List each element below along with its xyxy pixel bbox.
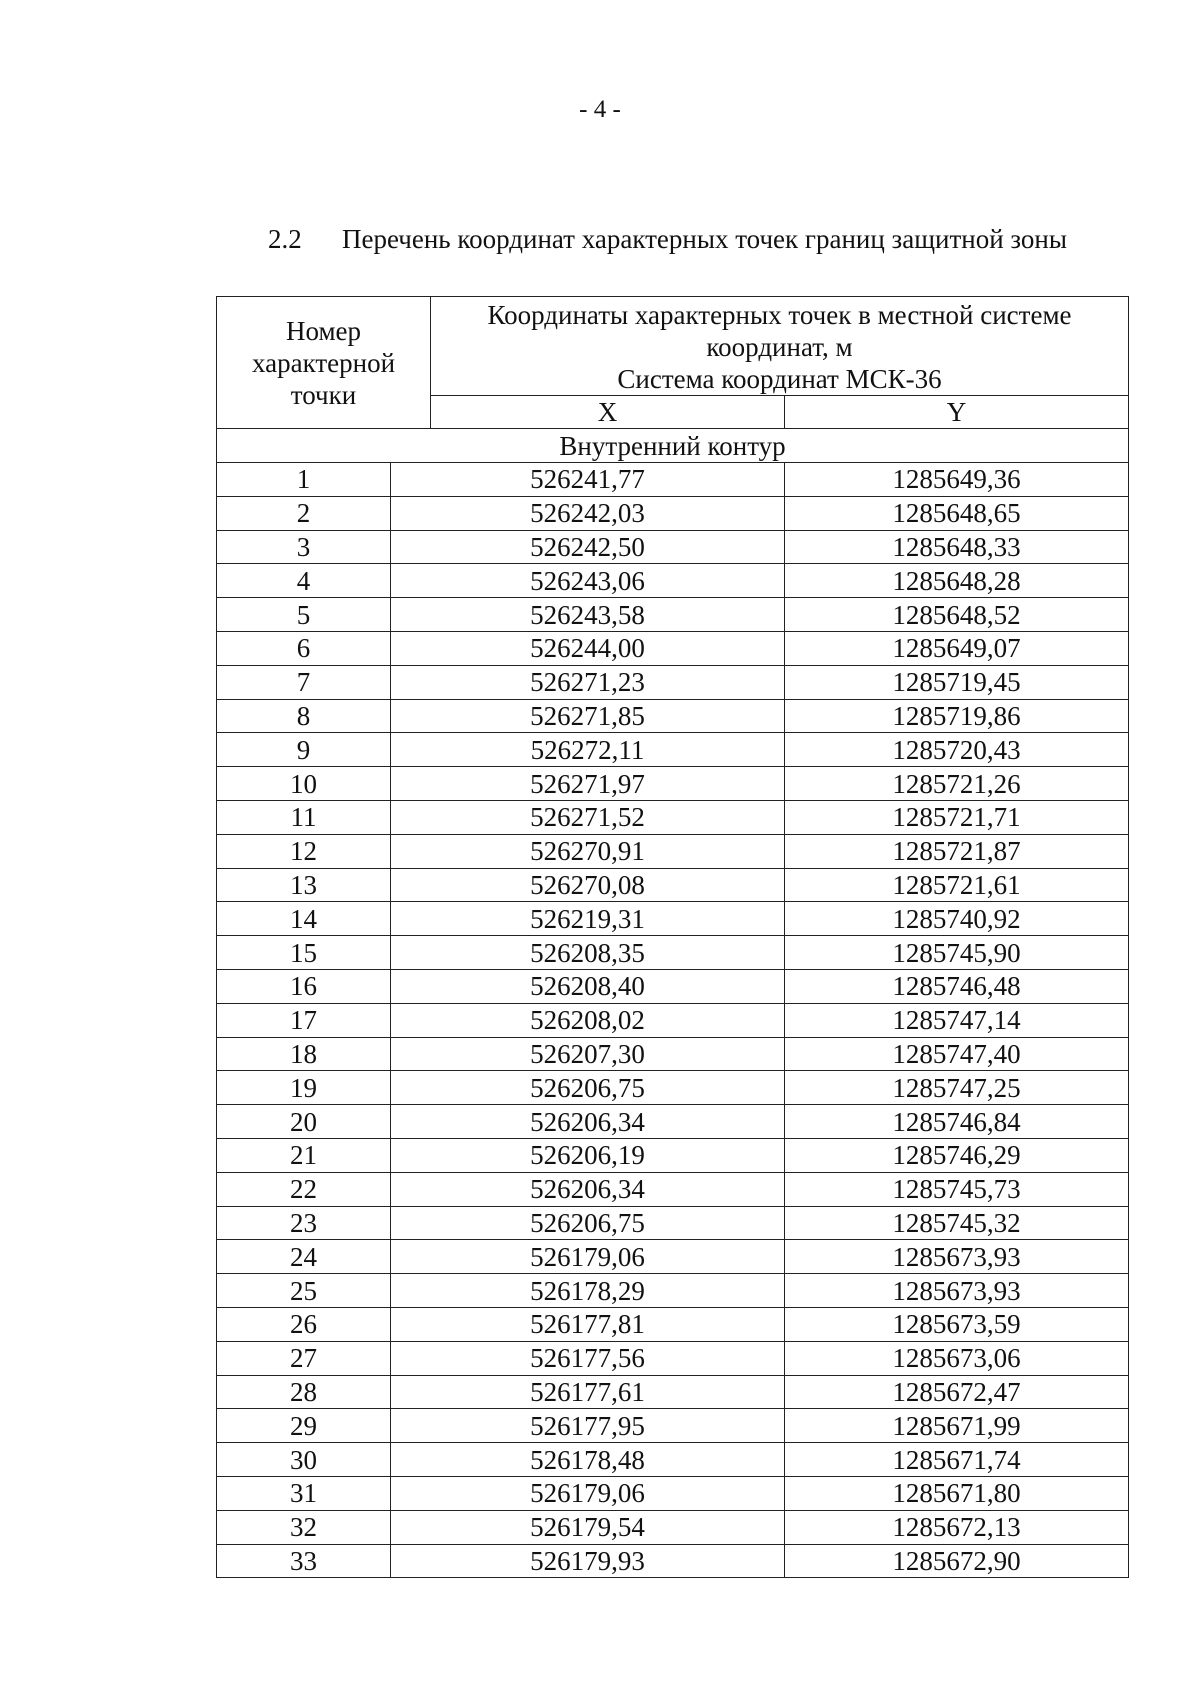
x-coordinate-cell: 526271,85 <box>391 699 785 733</box>
table-row <box>217 1510 1129 1544</box>
y-coordinate-cell: 1285648,52 <box>785 598 1129 632</box>
y-coordinate-cell: 1285673,06 <box>785 1341 1129 1375</box>
point-number-cell: 30 <box>217 1443 391 1477</box>
point-number-cell: 10 <box>217 767 391 801</box>
y-coordinate-cell: 1285671,74 <box>785 1443 1129 1477</box>
table-row <box>217 1037 1129 1071</box>
section-number: 2.2 <box>268 224 302 254</box>
table-row <box>217 733 1129 767</box>
y-coordinate-cell: 1285745,32 <box>785 1206 1129 1240</box>
x-coordinate-cell: 526208,40 <box>391 969 785 1003</box>
point-number-cell: 16 <box>217 969 391 1003</box>
coordinates-table <box>216 296 1129 1578</box>
y-coordinate-cell: 1285648,28 <box>785 564 1129 598</box>
x-coordinate-cell: 526243,58 <box>391 598 785 632</box>
coordinates-header <box>431 297 1129 396</box>
y-coordinate-cell: 1285649,36 <box>785 463 1129 497</box>
point-number-cell: 25 <box>217 1274 391 1308</box>
point-number-header-line-3: точки <box>290 379 357 410</box>
x-coordinate-cell: 526177,56 <box>391 1341 785 1375</box>
section-heading <box>268 224 1067 255</box>
table-row <box>217 767 1129 801</box>
point-number-cell: 32 <box>217 1510 391 1544</box>
x-coordinate-cell: 526207,30 <box>391 1037 785 1071</box>
x-coordinate-cell: 526272,11 <box>391 733 785 767</box>
point-number-cell: 29 <box>217 1409 391 1443</box>
y-coordinate-cell: 1285719,86 <box>785 699 1129 733</box>
table-row <box>217 1375 1129 1409</box>
point-number-cell: 27 <box>217 1341 391 1375</box>
point-number-cell: 21 <box>217 1138 391 1172</box>
table-row <box>217 1307 1129 1341</box>
point-number-cell: 33 <box>217 1544 391 1578</box>
y-coordinate-cell: 1285671,99 <box>785 1409 1129 1443</box>
x-coordinate-cell: 526177,95 <box>391 1409 785 1443</box>
x-coordinate-cell: 526219,31 <box>391 902 785 936</box>
coordinates-header-line-2: координат, м <box>706 332 853 362</box>
x-coordinate-cell: 526208,35 <box>391 936 785 970</box>
table-row <box>217 665 1129 699</box>
point-number-cell: 12 <box>217 834 391 868</box>
coordinates-table-wrap <box>216 296 1128 1578</box>
x-coordinate-cell: 526243,06 <box>391 564 785 598</box>
point-number-cell: 1 <box>217 463 391 497</box>
table-body <box>217 429 1129 1578</box>
point-number-cell: 20 <box>217 1105 391 1139</box>
x-coordinate-cell: 526271,52 <box>391 800 785 834</box>
x-coordinate-cell: 526179,06 <box>391 1240 785 1274</box>
point-number-cell: 9 <box>217 733 391 767</box>
y-coordinate-cell: 1285648,33 <box>785 530 1129 564</box>
x-coordinate-cell: 526242,03 <box>391 496 785 530</box>
y-coordinate-cell: 1285648,65 <box>785 496 1129 530</box>
table-row <box>217 936 1129 970</box>
x-coordinate-cell: 526244,00 <box>391 631 785 665</box>
point-number-cell: 26 <box>217 1307 391 1341</box>
point-number-cell: 7 <box>217 665 391 699</box>
point-number-cell: 17 <box>217 1003 391 1037</box>
point-number-header-line-1: Номер <box>285 315 362 346</box>
table-row <box>217 1409 1129 1443</box>
point-number-cell: 28 <box>217 1375 391 1409</box>
y-coordinate-cell: 1285746,29 <box>785 1138 1129 1172</box>
table-row <box>217 1443 1129 1477</box>
section-row <box>217 429 1129 463</box>
point-number-cell: 4 <box>217 564 391 598</box>
x-coordinate-cell: 526206,19 <box>391 1138 785 1172</box>
point-number-cell: 11 <box>217 800 391 834</box>
table-row <box>217 1544 1129 1578</box>
x-coordinate-cell: 526177,81 <box>391 1307 785 1341</box>
point-number-cell: 5 <box>217 598 391 632</box>
x-coordinate-cell: 526206,75 <box>391 1071 785 1105</box>
x-coordinate-cell: 526206,34 <box>391 1172 785 1206</box>
x-coordinate-cell: 526271,23 <box>391 665 785 699</box>
point-number-cell: 15 <box>217 936 391 970</box>
table-row <box>217 1105 1129 1139</box>
y-coordinate-cell: 1285719,45 <box>785 665 1129 699</box>
y-coordinate-cell: 1285673,93 <box>785 1274 1129 1308</box>
table-row <box>217 1274 1129 1308</box>
y-coordinate-cell: 1285673,59 <box>785 1307 1129 1341</box>
x-coordinate-cell: 526206,75 <box>391 1206 785 1240</box>
point-number-cell: 8 <box>217 699 391 733</box>
x-coordinate-cell: 526270,91 <box>391 834 785 868</box>
point-number-header <box>217 297 431 429</box>
point-number-cell: 19 <box>217 1071 391 1105</box>
y-coordinate-cell: 1285720,43 <box>785 733 1129 767</box>
y-coordinate-cell: 1285721,26 <box>785 767 1129 801</box>
y-coordinate-cell: 1285746,84 <box>785 1105 1129 1139</box>
table-row <box>217 598 1129 632</box>
table-row <box>217 834 1129 868</box>
y-coordinate-cell: 1285746,48 <box>785 969 1129 1003</box>
point-number-cell: 13 <box>217 868 391 902</box>
point-number-cell: 2 <box>217 496 391 530</box>
y-column-header: Y <box>785 396 1129 429</box>
section-title: Перечень координат характерных точек границ защитной зоны <box>342 224 1067 254</box>
table-row <box>217 699 1129 733</box>
point-number-cell: 18 <box>217 1037 391 1071</box>
section-label: Внутренний контур <box>217 429 1129 463</box>
x-coordinate-cell: 526178,29 <box>391 1274 785 1308</box>
table-row <box>217 1206 1129 1240</box>
table-row <box>217 564 1129 598</box>
table-row <box>217 631 1129 665</box>
y-coordinate-cell: 1285747,40 <box>785 1037 1129 1071</box>
table-row <box>217 1341 1129 1375</box>
table-row <box>217 1138 1129 1172</box>
table-row <box>217 530 1129 564</box>
y-coordinate-cell: 1285672,47 <box>785 1375 1129 1409</box>
table-row <box>217 969 1129 1003</box>
table-row <box>217 1003 1129 1037</box>
table-row <box>217 1071 1129 1105</box>
x-coordinate-cell: 526241,77 <box>391 463 785 497</box>
x-coordinate-cell: 526179,06 <box>391 1476 785 1510</box>
y-coordinate-cell: 1285672,13 <box>785 1510 1129 1544</box>
table-row <box>217 1240 1129 1274</box>
y-coordinate-cell: 1285721,87 <box>785 834 1129 868</box>
y-coordinate-cell: 1285740,92 <box>785 902 1129 936</box>
table-row <box>217 496 1129 530</box>
point-number-cell: 24 <box>217 1240 391 1274</box>
x-coordinate-cell: 526179,93 <box>391 1544 785 1578</box>
y-coordinate-cell: 1285673,93 <box>785 1240 1129 1274</box>
x-column-header: X <box>431 396 785 429</box>
table-row <box>217 868 1129 902</box>
y-coordinate-cell: 1285671,80 <box>785 1476 1129 1510</box>
point-number-cell: 3 <box>217 530 391 564</box>
y-coordinate-cell: 1285649,07 <box>785 631 1129 665</box>
table-row <box>217 800 1129 834</box>
y-coordinate-cell: 1285721,61 <box>785 868 1129 902</box>
x-coordinate-cell: 526271,97 <box>391 767 785 801</box>
y-coordinate-cell: 1285721,71 <box>785 800 1129 834</box>
x-coordinate-cell: 526179,54 <box>391 1510 785 1544</box>
table-row <box>217 1172 1129 1206</box>
page-number: - 4 - <box>579 96 621 123</box>
y-coordinate-cell: 1285745,73 <box>785 1172 1129 1206</box>
table-row <box>217 1476 1129 1510</box>
x-coordinate-cell: 526242,50 <box>391 530 785 564</box>
y-coordinate-cell: 1285672,90 <box>785 1544 1129 1578</box>
x-coordinate-cell: 526208,02 <box>391 1003 785 1037</box>
x-coordinate-cell: 526177,61 <box>391 1375 785 1409</box>
point-number-cell: 6 <box>217 631 391 665</box>
x-coordinate-cell: 526206,34 <box>391 1105 785 1139</box>
table-row <box>217 902 1129 936</box>
table-row <box>217 463 1129 497</box>
point-number-cell: 22 <box>217 1172 391 1206</box>
y-coordinate-cell: 1285747,25 <box>785 1071 1129 1105</box>
point-number-cell: 14 <box>217 902 391 936</box>
x-coordinate-cell: 526178,48 <box>391 1443 785 1477</box>
coordinates-header-line-3: Система координат МСК-36 <box>617 364 942 394</box>
point-number-header-line-2: характерной <box>251 347 396 378</box>
coordinates-header-line-1: Координаты характерных точек в местной системе <box>487 300 1072 330</box>
y-coordinate-cell: 1285747,14 <box>785 1003 1129 1037</box>
y-coordinate-cell: 1285745,90 <box>785 936 1129 970</box>
point-number-cell: 23 <box>217 1206 391 1240</box>
x-coordinate-cell: 526270,08 <box>391 868 785 902</box>
point-number-cell: 31 <box>217 1476 391 1510</box>
